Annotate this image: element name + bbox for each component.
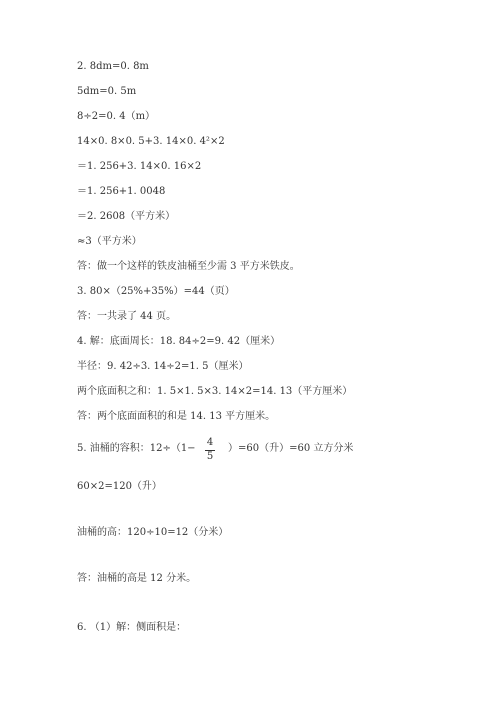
answer-line: 答：一共录了 44 页。 — [77, 311, 177, 322]
q5-prefix: 5. 油桶的容积：12÷（1− — [77, 443, 196, 454]
text-line: 14×0. 8×0. 5+3. 14×0. 4²×2 — [77, 136, 225, 147]
text-line: 3. 80×（25%+35%）=44（页） — [77, 286, 235, 297]
text-line: 8÷2=0. 4（m） — [77, 111, 156, 122]
text-line: 半径：9. 42÷3. 14÷2=1. 5（厘米） — [77, 361, 249, 372]
fraction-denominator: 5 — [206, 451, 214, 462]
text-line: 2. 8dm=0. 8m — [77, 61, 149, 72]
answer-line: 答：油桶的高是 12 分米。 — [77, 573, 197, 584]
text-line: 5dm=0. 5m — [77, 86, 137, 97]
text-line: ≈3（平方米） — [77, 236, 142, 247]
q5-suffix: ）=60（升）=60 立方分米 — [228, 443, 354, 454]
answer-line: 答：做一个这样的铁皮油桶至少需 3 平方米铁皮。 — [77, 261, 300, 272]
text-line: 两个底面积之和：1. 5×1. 5×3. 14×2=14. 13（平方厘米） — [77, 386, 353, 397]
text-line: ＝1. 256+3. 14×0. 16×2 — [77, 161, 202, 172]
text-line: ＝2. 2608（平方米） — [77, 211, 176, 222]
text-line: 油桶的高：120÷10=12（分米） — [77, 527, 229, 538]
text-line: 6. （1）解：侧面积是： — [77, 622, 187, 633]
text-line: 4. 解：底面周长：18. 84÷2=9. 42（厘米） — [77, 336, 281, 347]
text-line: 60×2=120（升） — [77, 481, 162, 492]
text-line: ＝1. 256+1. 0048 — [77, 186, 166, 197]
fraction-numerator: 4 — [206, 437, 214, 448]
answer-line: 答：两个底面面积的和是 14. 13 平方厘米。 — [77, 411, 276, 422]
